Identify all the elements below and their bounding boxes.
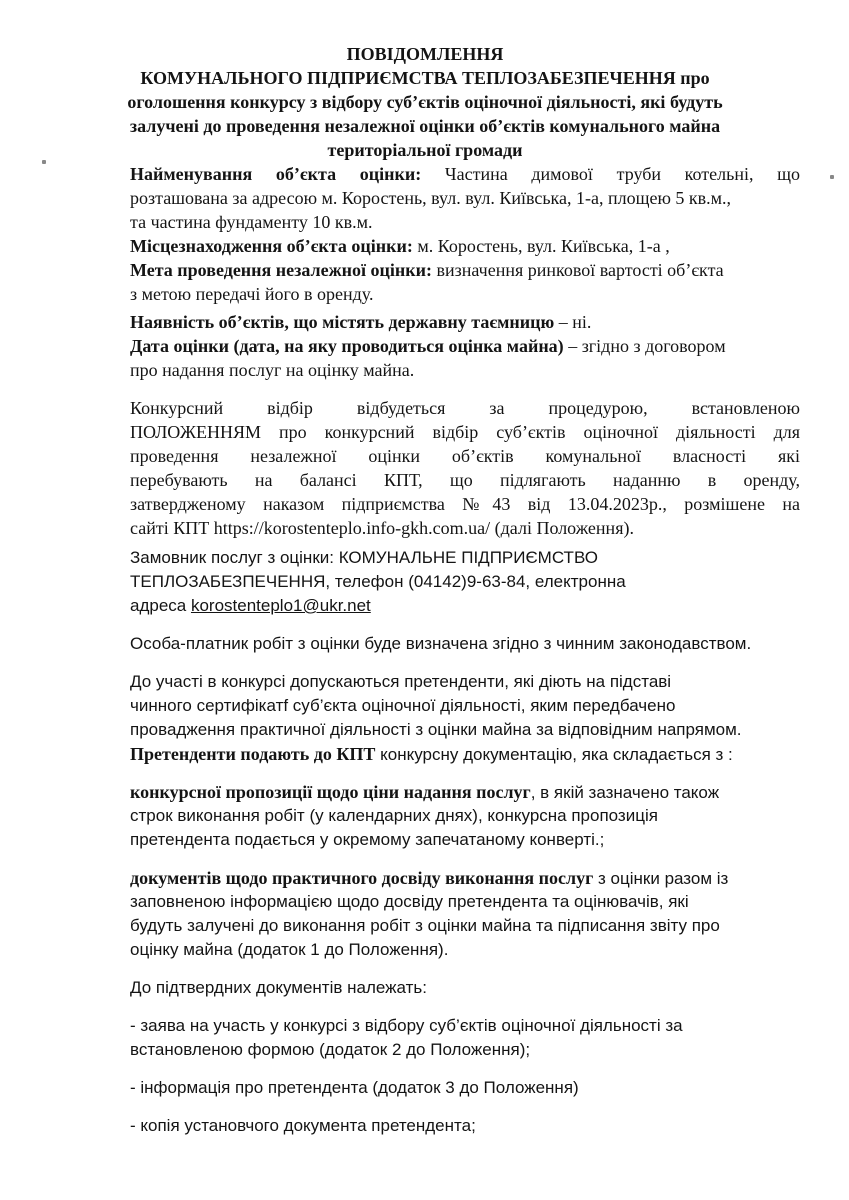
participation-line-3: провадження практичної діяльності з оцінки майна за відповідним напрямом. <box>130 720 742 739</box>
purpose-label: Мета проведення незалежної оцінки: <box>130 260 433 280</box>
procedure-line-6: сайті КПТ https://korostenteplo.info-gkh.com.ua/ (далі Положення). <box>130 518 634 538</box>
proposal-line-2: строк виконання робіт (у календарних днях), конкурсна пропозиція <box>130 806 658 825</box>
proposal-line-3: претендента подається у окремому запечатаному конверті.; <box>130 830 605 849</box>
procedure-line-1: Конкурсний відбір відбудеться за процедурою, встановленою <box>130 398 800 418</box>
scan-speck <box>42 160 46 164</box>
object-purpose-line-1: Мета проведення незалежної оцінки: визначення ринкової вартості об’єкта <box>130 260 724 280</box>
procedure-line-3: проведення незалежної оцінки об’єктів комунальної власності які <box>130 446 800 466</box>
valuation-date-line-2: про надання послуг на оцінку майна. <box>130 360 415 380</box>
experience-line-1: документів щодо практичного досвіду виконання послуг з оцінки разом із <box>130 868 729 888</box>
document-title: ПОВІДОМЛЕННЯ <box>346 44 504 64</box>
valuation-date-line-1: Дата оцінки (дата, на яку проводиться оцінка майна) – згідно з договором <box>130 336 726 356</box>
supporting-item-2: - інформація про претендента (додаток 3 до Положення) <box>130 1078 579 1097</box>
header-line-3: оголошення конкурсу з відбору суб’єктів оціночної діяльності, які будуть <box>127 92 723 112</box>
procedure-line-4: перебувають на балансі КПТ, що підлягають наданню в оренду, <box>130 470 800 490</box>
state-secret-line: Наявність об’єктів, що містять державну таємницю – ні. <box>130 312 592 332</box>
participation-line-1: До участі в конкурсі допускаються претенденти, які діють на підставі <box>130 672 672 691</box>
scan-speck <box>830 175 834 179</box>
participation-line-2: чинного сертифікатf суб’єкта оціночної діяльності, яким передбачено <box>130 696 676 715</box>
experience-line-4: оцінку майна (додаток 1 до Положення). <box>130 940 449 959</box>
experience-line-3: будуть залучені до виконання робіт з оцінки майна та підписання звіту про <box>130 916 720 935</box>
object-purpose-line-2: з метою передачі його в оренду. <box>130 284 374 304</box>
procedure-line-5: затвердженому наказом підприємства №43 від 13.04.2023р., розмішене на <box>130 494 800 514</box>
proposal-line-1: конкурсної пропозиції щодо ціни надання послуг, в якій зазначено також <box>130 782 720 802</box>
header-line-5: територіальної громади <box>327 140 523 160</box>
supporting-item-3: - копія установчого документа претендента; <box>130 1116 476 1135</box>
supporting-item-1-line-1: - заява на участь у конкурсі з відбору суб’єктів оціночної діяльності за <box>130 1016 683 1035</box>
state-secret-label: Наявність об’єктів, що містять державну таємницю <box>130 312 555 332</box>
header-line-2: КОМУНАЛЬНОГО ПІДПРИЄМСТВА ТЕПЛОЗАБЕЗПЕЧЕННЯ про <box>140 68 710 88</box>
customer-email-link[interactable]: korostenteplo1@ukr.net <box>190 596 371 615</box>
location-label: Місцезнаходження об’єкта оцінки: <box>130 236 413 256</box>
participation-line-4: Претенденти подають до КПТ конкурсну документацію, яка складається з : <box>130 744 733 764</box>
customer-line-2: ТЕПЛОЗАБЕЗПЕЧЕННЯ, телефон (04142)9-63-84, електронна <box>130 572 626 591</box>
supporting-item-1-line-2: встановленою формою (додаток 2 до Положення); <box>130 1040 531 1059</box>
object-name-line-1: Найменування об’єкта оцінки: Частина димової труби котельні, що <box>130 164 800 184</box>
object-name-label: Найменування об’єкта оцінки: <box>130 164 422 184</box>
procedure-line-2: ПОЛОЖЕННЯМ про конкурсний відбір суб’єктів оціночної діяльності для <box>130 422 800 442</box>
supporting-heading: До підтвердних документів належать: <box>130 978 427 997</box>
object-location: Місцезнаходження об’єкта оцінки: м. Коростень, вул. Київська, 1-а , <box>130 236 670 256</box>
payer-line: Особа-платник робіт з оцінки буде визначена згідно з чинним законодавством. <box>130 634 752 653</box>
customer-line-3: адреса korostenteplo1@ukr.net <box>130 596 371 615</box>
experience-line-2: заповненою інформацією щодо досвіду претендента та оцінювачів, які <box>130 892 689 911</box>
customer-line-1: Замовник послуг з оцінки: КОМУНАЛЬНЕ ПІДПРИЄМСТВО <box>130 548 598 567</box>
object-name-line-3: та частина фундаменту 10 кв.м. <box>130 212 373 232</box>
object-name-line-2: розташована за адресою м. Коростень, вул. вул. Київська, 1-а, площею 5 кв.м., <box>130 188 732 208</box>
valuation-date-label: Дата оцінки (дата, на яку проводиться оцінка майна) <box>130 336 564 356</box>
header-line-4: залучені до проведення незалежної оцінки об’єктів комунального майна <box>129 116 721 136</box>
